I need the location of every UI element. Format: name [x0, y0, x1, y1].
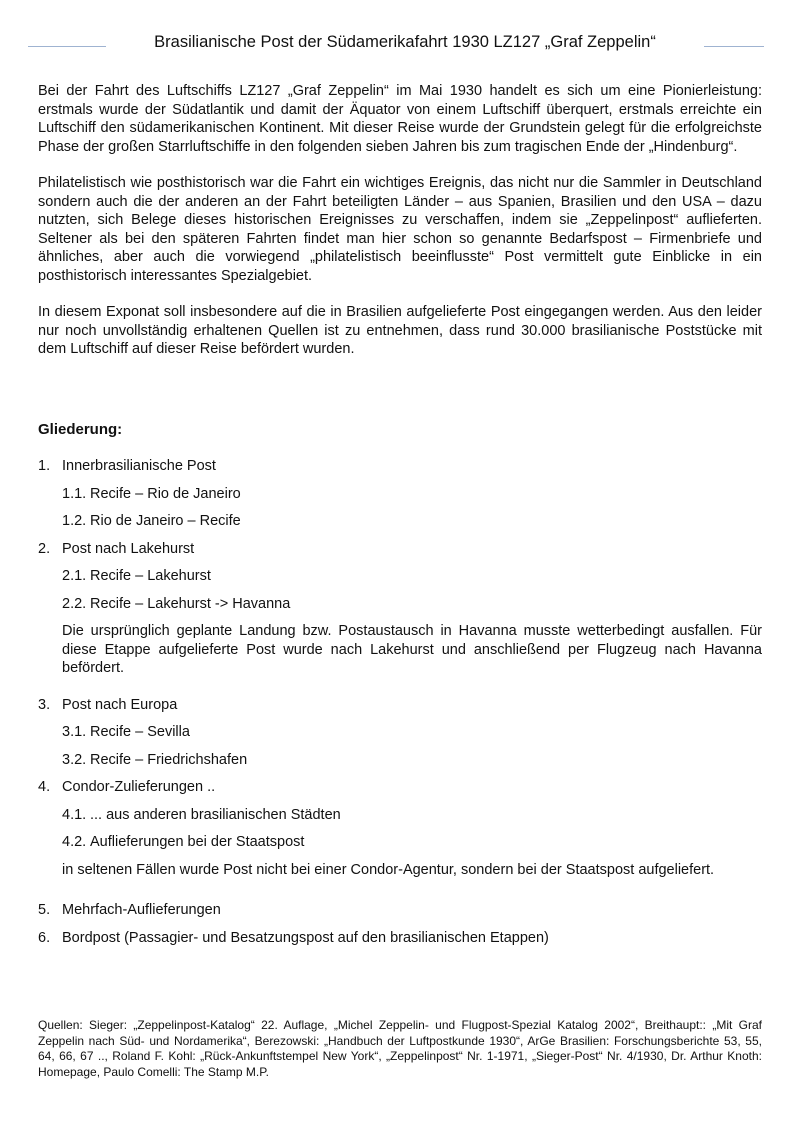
outline-item-label: Post nach Europa — [62, 696, 178, 713]
outline-item — [38, 457, 762, 476]
outline-subitem-number: 2.1. — [62, 568, 87, 584]
outline-subitem-label: Recife – Sevilla — [90, 724, 190, 740]
header-rule-right — [704, 46, 764, 47]
outline-subitem — [62, 833, 762, 852]
outline-item-number: 3. — [38, 696, 51, 713]
intro-paragraph: In diesem Exponat soll insbesondere auf die in Brasilien aufgelieferte Post eingegangen werden. Aus den leider nur noch unvollständig erhaltenen Quellen ist zu entnehmen, dass rund 30.000 brasilianische Poststücke mit dem Luftschiff auf dieser Reise befördert wurden. — [38, 304, 762, 357]
outline-subitem-number: 1.2. — [62, 513, 87, 529]
outline-subitem-label: Recife – Friedrichshafen — [90, 751, 248, 768]
outline-subitem-number: 1.1. — [62, 485, 87, 502]
intro-section — [38, 82, 762, 377]
outline-subitem-number: 4.1. — [62, 806, 87, 823]
outline-item-label: Mehrfach-Auflieferungen — [62, 902, 221, 918]
outline-subitem-label: Recife – Rio de Janeiro — [90, 485, 241, 502]
page-header — [28, 30, 764, 54]
outline-list — [38, 457, 762, 956]
outline-item-label: Post nach Lakehurst — [62, 540, 195, 557]
outline-item-number: 4. — [38, 779, 51, 795]
outline-subitem — [62, 485, 762, 504]
outline-subitem-label: Recife – Lakehurst — [90, 568, 211, 584]
outline-item-number: 1. — [38, 458, 51, 474]
outline-subitem — [62, 595, 762, 614]
sources-footnote: Quellen: Sieger: „Zeppelinpost-Katalog“ 22. Auflage, „Michel Zeppelin- und Flugpost-Spezial Katalog 2002“, Breithaupt:: „Mit Graf Zeppelin nach Süd- und Nordamerika“, Berezowski: „Handbuch der Luftpostkunde 1930“, ArGe Brasilien: Forschungsberichte 53, 55, 64, 66, 67 .., Roland F. Kohl: „Rück-Ankunftstempel New York“, „Zeppelinpost“ Nr. 1-1971, „Sieger-Post“ Nr. 4/1930, Dr. Arthur Knoth: Homepage, Paulo Comelli: The Stamp M.P. — [38, 1018, 762, 1079]
outline-item — [38, 929, 762, 948]
outline-item — [38, 778, 762, 797]
outline-subitem — [62, 512, 762, 531]
outline-subitem-label: Auflieferungen bei der Staatspost — [90, 834, 305, 850]
outline-subitem-number: 3.1. — [62, 724, 87, 740]
outline-note: in seltenen Fällen wurde Post nicht bei einer Condor-Agentur, sondern bei der Staatspost aufgeliefert. — [62, 861, 715, 878]
outline-subitem — [62, 567, 762, 586]
outline-subitem-number: 4.2. — [62, 834, 87, 850]
outline-item — [38, 540, 762, 559]
outline-subitem-label: Recife – Lakehurst -> Havanna — [90, 595, 291, 612]
outline-subitem — [62, 723, 762, 742]
outline-item-number: 5. — [38, 902, 51, 918]
outline-item — [38, 901, 762, 920]
outline-heading: Gliederung: — [38, 421, 123, 438]
outline-subitem — [62, 806, 762, 825]
outline-subitem-number: 2.2. — [62, 595, 87, 612]
outline-subitem — [62, 751, 762, 770]
page-title: Brasilianische Post der Südamerikafahrt 1930 LZ127 „Graf Zeppelin“ — [154, 32, 656, 51]
outline-item-number: 6. — [38, 929, 51, 946]
header-rule-left — [28, 46, 106, 47]
outline-subitem-label: ... aus anderen brasilianischen Städten — [90, 806, 341, 823]
outline-item-label: Innerbrasilianische Post — [62, 458, 216, 474]
outline-item-label: Condor-Zulieferungen .. — [62, 779, 216, 795]
intro-paragraph: Philatelistisch wie posthistorisch war die Fahrt ein wichtiges Ereignis, das nicht nur die Sammler in Deutschland sondern auch die der anderen an der Fahrt beteiligten Länder – aus Spanien, Brasilien und den USA – dazu nutzten, sich Belege dieses historischen Ereignisses zu verschaffen, indem sie „Zeppelinpost“ auflieferten. Seltener als bei den späteren Fahrten findet man hier schon so genannte Bedarfspost – Firmenbriefe und ähnliches, aber auch die vorwiegend „philatelistisch beeinflusste“ Post vermittelt gute Einblicke in ein posthistorisch interessantes Spezialgebiet. — [38, 175, 762, 284]
outline-subitem-label: Rio de Janeiro – Recife — [90, 513, 241, 529]
outline-note: Die ursprünglich geplante Landung bzw. Postaustausch in Havanna musste wetterbedingt ausfallen. Für diese Etappe aufgelieferte Post wurde nach Lakehurst und anschließend per Flugzeug nach Havanna befördert. — [62, 623, 762, 676]
intro-paragraph: Bei der Fahrt des Luftschiffs LZ127 „Graf Zeppelin“ im Mai 1930 handelt es sich um eine Pionierleistung: erstmals wurde der Südatlantik und damit der Äquator von einem Luftschiff überquert, erstmals erreichte ein Luftschiff den südamerikanischen Kontinent. Mit dieser Reise wurde der Grundstein gelegt für die erfolgreichste Phase der großen Starrluftschiffe in den folgenden sieben Jahren bis zum tragischen Ende der „Hindenburg“. — [38, 83, 762, 155]
outline-subitem-number: 3.2. — [62, 751, 87, 768]
outline-item-label: Bordpost (Passagier- und Besatzungspost auf den brasilianischen Etappen) — [62, 929, 549, 946]
outline-item — [38, 696, 762, 715]
outline-item-number: 2. — [38, 540, 51, 557]
